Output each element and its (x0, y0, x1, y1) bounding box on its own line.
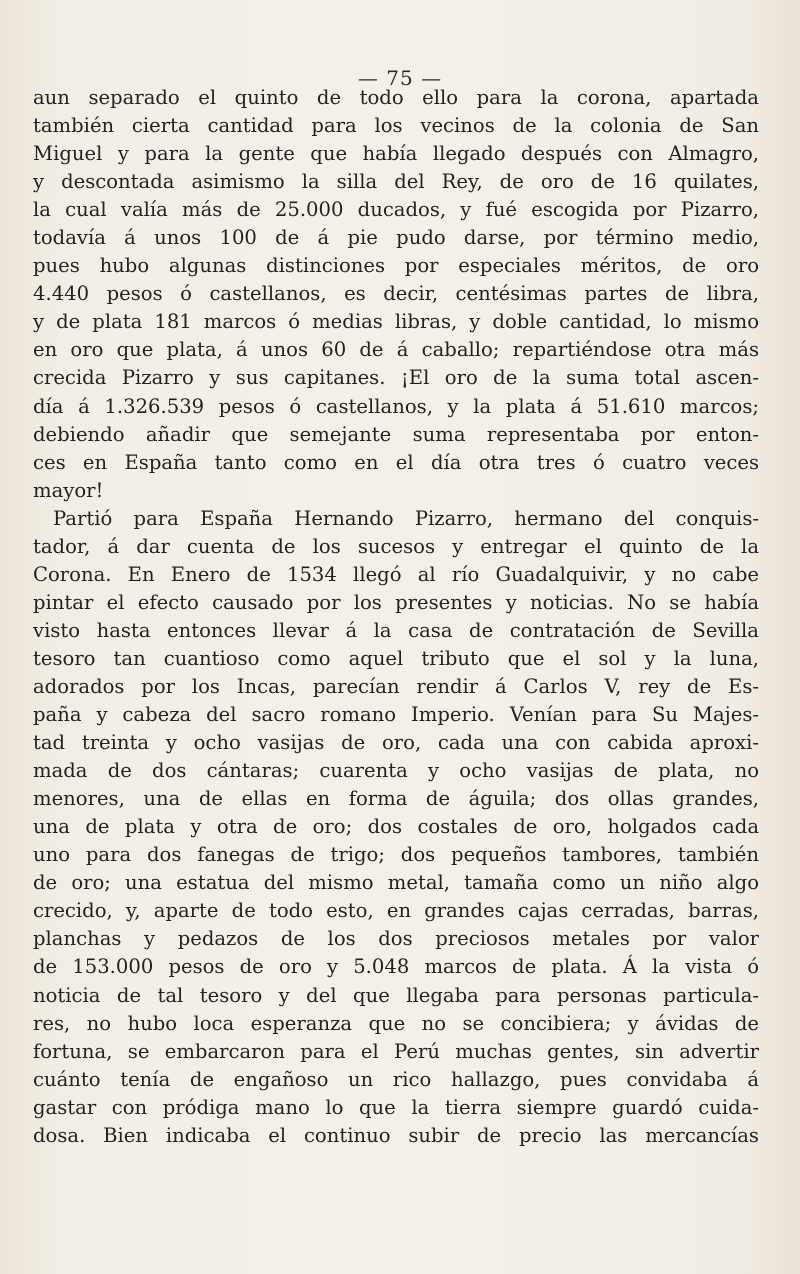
text-line: visto hasta entonces llevar á la casa de contratación de Sevilla (33, 618, 759, 642)
text-line: Partió para España Hernando Pizarro, hermano del conquis- (53, 506, 759, 530)
text-line: también cierta cantidad para los vecinos de la colonia de San (33, 114, 759, 138)
text-line: gastar con pródiga mano lo que la tierra siempre guardó cuida- (33, 1095, 759, 1119)
text-line: crecido, y, aparte de todo esto, en grandes cajas cerradas, barras, (33, 899, 759, 923)
text-line: ces en España tanto como en el día otra tres ó cuatro veces (33, 450, 759, 474)
text-line: noticia de tal tesoro y del que llegaba para personas particula- (33, 983, 759, 1007)
text-line: mada de dos cántaras; cuarenta y ocho vasijas de plata, no (33, 759, 759, 783)
text-line: y descontada asimismo la silla del Rey, de oro de 16 quilates, (33, 170, 759, 194)
text-line: y de plata 181 marcos ó medias libras, y doble cantidad, lo mismo (33, 310, 759, 334)
text-line: res, no hubo loca esperanza que no se concibiera; y ávidas de (33, 1011, 759, 1035)
text-line: tesoro tan cuantioso como aquel tributo que el sol y la luna, (33, 646, 759, 670)
paragraph-2 (33, 505, 759, 1150)
text-line: de 153.000 pesos de oro y 5.048 marcos de plata. Á la vista ó (33, 955, 759, 979)
text-line: aun separado el quinto de todo ello para la corona, apartada (33, 86, 759, 109)
text-line: tad treinta y ocho vasijas de oro, cada una con cabida aproxi- (33, 731, 759, 755)
text-line: debiendo añadir que semejante suma representaba por enton- (33, 422, 759, 446)
text-line: Miguel y para la gente que había llegado después con Almagro, (33, 142, 759, 166)
text-line: paña y cabeza del sacro romano Imperio. Venían para Su Majes- (33, 703, 759, 727)
text-line: crecida Pizarro y sus capitanes. ¡El oro de la suma total ascen- (33, 366, 759, 390)
paragraph-1 (33, 84, 759, 505)
text-line: pintar el efecto causado por los presentes y noticias. No se había (33, 590, 759, 614)
text-line: menores, una de ellas en forma de águila; dos ollas grandes, (33, 787, 759, 811)
text-line: mayor! (33, 478, 104, 502)
text-line: pues hubo algunas distinciones por especiales méritos, de oro (33, 254, 759, 278)
text-line: tador, á dar cuenta de los sucesos y entregar el quinto de la (33, 534, 759, 558)
text-line: la cual valía más de 25.000 ducados, y fué escogida por Pizarro, (33, 198, 759, 222)
body-text (33, 84, 759, 1150)
text-line: fortuna, se embarcaron para el Perú muchas gentes, sin advertir (33, 1039, 759, 1063)
text-line: dosa. Bien indicaba el continuo subir de precio las mercancías (33, 1123, 759, 1147)
text-line: día á 1.326.539 pesos ó castellanos, y la plata á 51.610 marcos; (33, 394, 759, 418)
text-line: cuánto tenía de engañoso un rico hallazgo, pues convidaba á (33, 1067, 759, 1091)
text-line: de oro; una estatua del mismo metal, tamaña como un niño algo (33, 871, 759, 895)
text-line: Corona. En Enero de 1534 llegó al río Guadalquivir, y no cabe (33, 562, 759, 586)
page-number: — 75 — (357, 66, 443, 90)
text-line: todavía á unos 100 de á pie pudo darse, por término medio, (33, 226, 759, 250)
text-line: uno para dos fanegas de trigo; dos pequeños tambores, también (33, 843, 759, 867)
text-line: una de plata y otra de oro; dos costales de oro, holgados cada (33, 815, 759, 839)
text-line: adorados por los Incas, parecían rendir á Carlos V, rey de Es- (33, 674, 759, 698)
text-line: en oro que plata, á unos 60 de á caballo; repartiéndose otra más (33, 338, 759, 362)
text-line: 4.440 pesos ó castellanos, es decir, centésimas partes de libra, (33, 282, 759, 306)
text-line: planchas y pedazos de los dos preciosos metales por valor (33, 927, 759, 951)
